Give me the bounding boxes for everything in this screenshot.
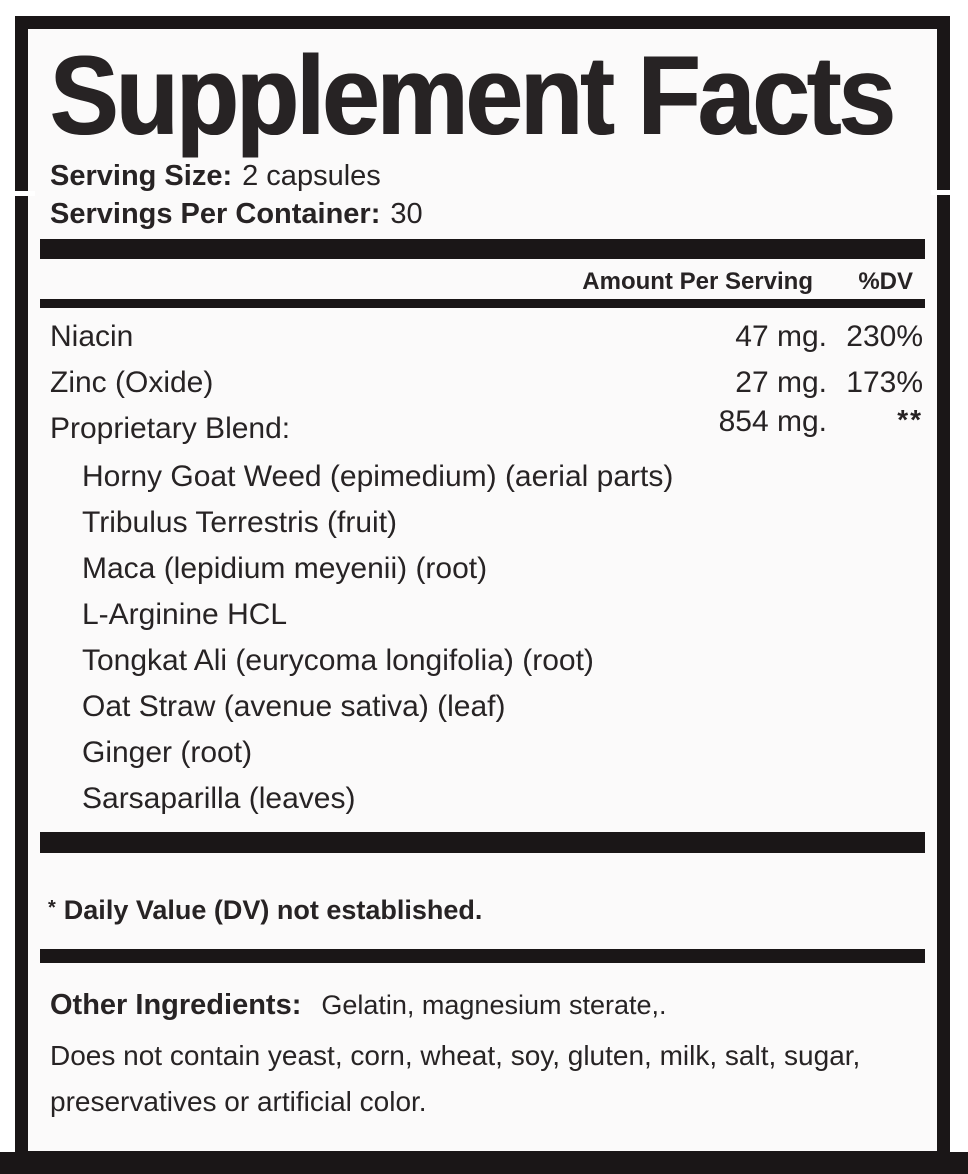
blend-ingredient-item: Maca (lepidium meyenii) (root) (82, 551, 488, 585)
blend-ingredient-item: Ginger (root) (82, 735, 253, 769)
other-ingredients-row (40, 987, 925, 1023)
percent-dv-header: %DV (858, 267, 913, 295)
blend-ingredient-item: Oat Straw (avenue sativa) (leaf) (82, 689, 506, 723)
separator-bar-bottom (40, 949, 925, 963)
other-ingredients-label: Other Ingredients: (50, 988, 302, 1021)
proprietary-blend-list (40, 454, 925, 822)
nutrient-amount: 47 mg. (735, 319, 827, 353)
daily-value-footnote-text: Daily Value (DV) not established. (63, 894, 483, 925)
border-seam-artifact-left (12, 191, 35, 196)
nutrient-amount: 854 mg. (718, 404, 827, 438)
panel-title: Supplement Facts (49, 33, 893, 158)
disclaimer-line: preservatives or artificial color. (50, 1085, 427, 1117)
separator-bar-thick-middle (40, 832, 925, 853)
nutrient-name: Proprietary Blend: (50, 411, 291, 445)
border-seam-artifact-right (931, 190, 956, 195)
nutrient-rows (40, 314, 925, 452)
nutrient-amount: 27 mg. (735, 365, 827, 399)
column-header-row (40, 265, 925, 299)
disclaimer-line: Does not contain yeast, corn, wheat, soy, gluten, milk, salt, sugar, (50, 1039, 861, 1071)
blend-ingredient-item: L-Arginine HCL (82, 597, 288, 631)
nutrient-row-zinc (40, 360, 925, 406)
servings-per-container-value: 30 (390, 197, 423, 230)
supplement-facts-panel (15, 16, 950, 1164)
bottom-bleed-bar (0, 1152, 968, 1174)
nutrient-dv-asterisks: ** (897, 403, 923, 435)
blend-ingredient-item: Tongkat Ali (eurycoma longifolia) (root) (82, 643, 594, 677)
servings-per-container-label: Servings Per Container: (50, 197, 381, 230)
serving-size-label: Serving Size: (50, 159, 233, 192)
asterisk-symbol: * (48, 896, 56, 919)
blend-ingredient-item: Tribulus Terrestris (fruit) (82, 505, 398, 539)
servings-per-container-row (50, 195, 925, 233)
blend-ingredient-item: Sarsaparilla (leaves) (82, 781, 356, 815)
nutrient-row-proprietary-blend (40, 403, 925, 452)
serving-size-value: 2 capsules (242, 159, 381, 192)
nutrient-name: Zinc (Oxide) (50, 365, 214, 399)
column-header-spacer (40, 265, 582, 299)
serving-info (40, 157, 925, 233)
other-ingredients-value: Gelatin, magnesium sterate,. (321, 989, 667, 1020)
nutrient-row-niacin (40, 314, 925, 360)
nutrient-dv: 230% (846, 319, 923, 353)
blend-ingredient-item: Horny Goat Weed (epimedium) (aerial parts) (82, 459, 674, 493)
amount-per-serving-header: Amount Per Serving (582, 267, 813, 295)
daily-value-footnote (40, 891, 925, 927)
header-rule (40, 299, 925, 308)
nutrient-name: Niacin (50, 319, 134, 353)
separator-bar-thick-top (40, 239, 925, 259)
nutrient-dv: 173% (846, 365, 923, 399)
allergen-disclaimer (40, 1033, 925, 1125)
serving-size-row (50, 157, 925, 195)
